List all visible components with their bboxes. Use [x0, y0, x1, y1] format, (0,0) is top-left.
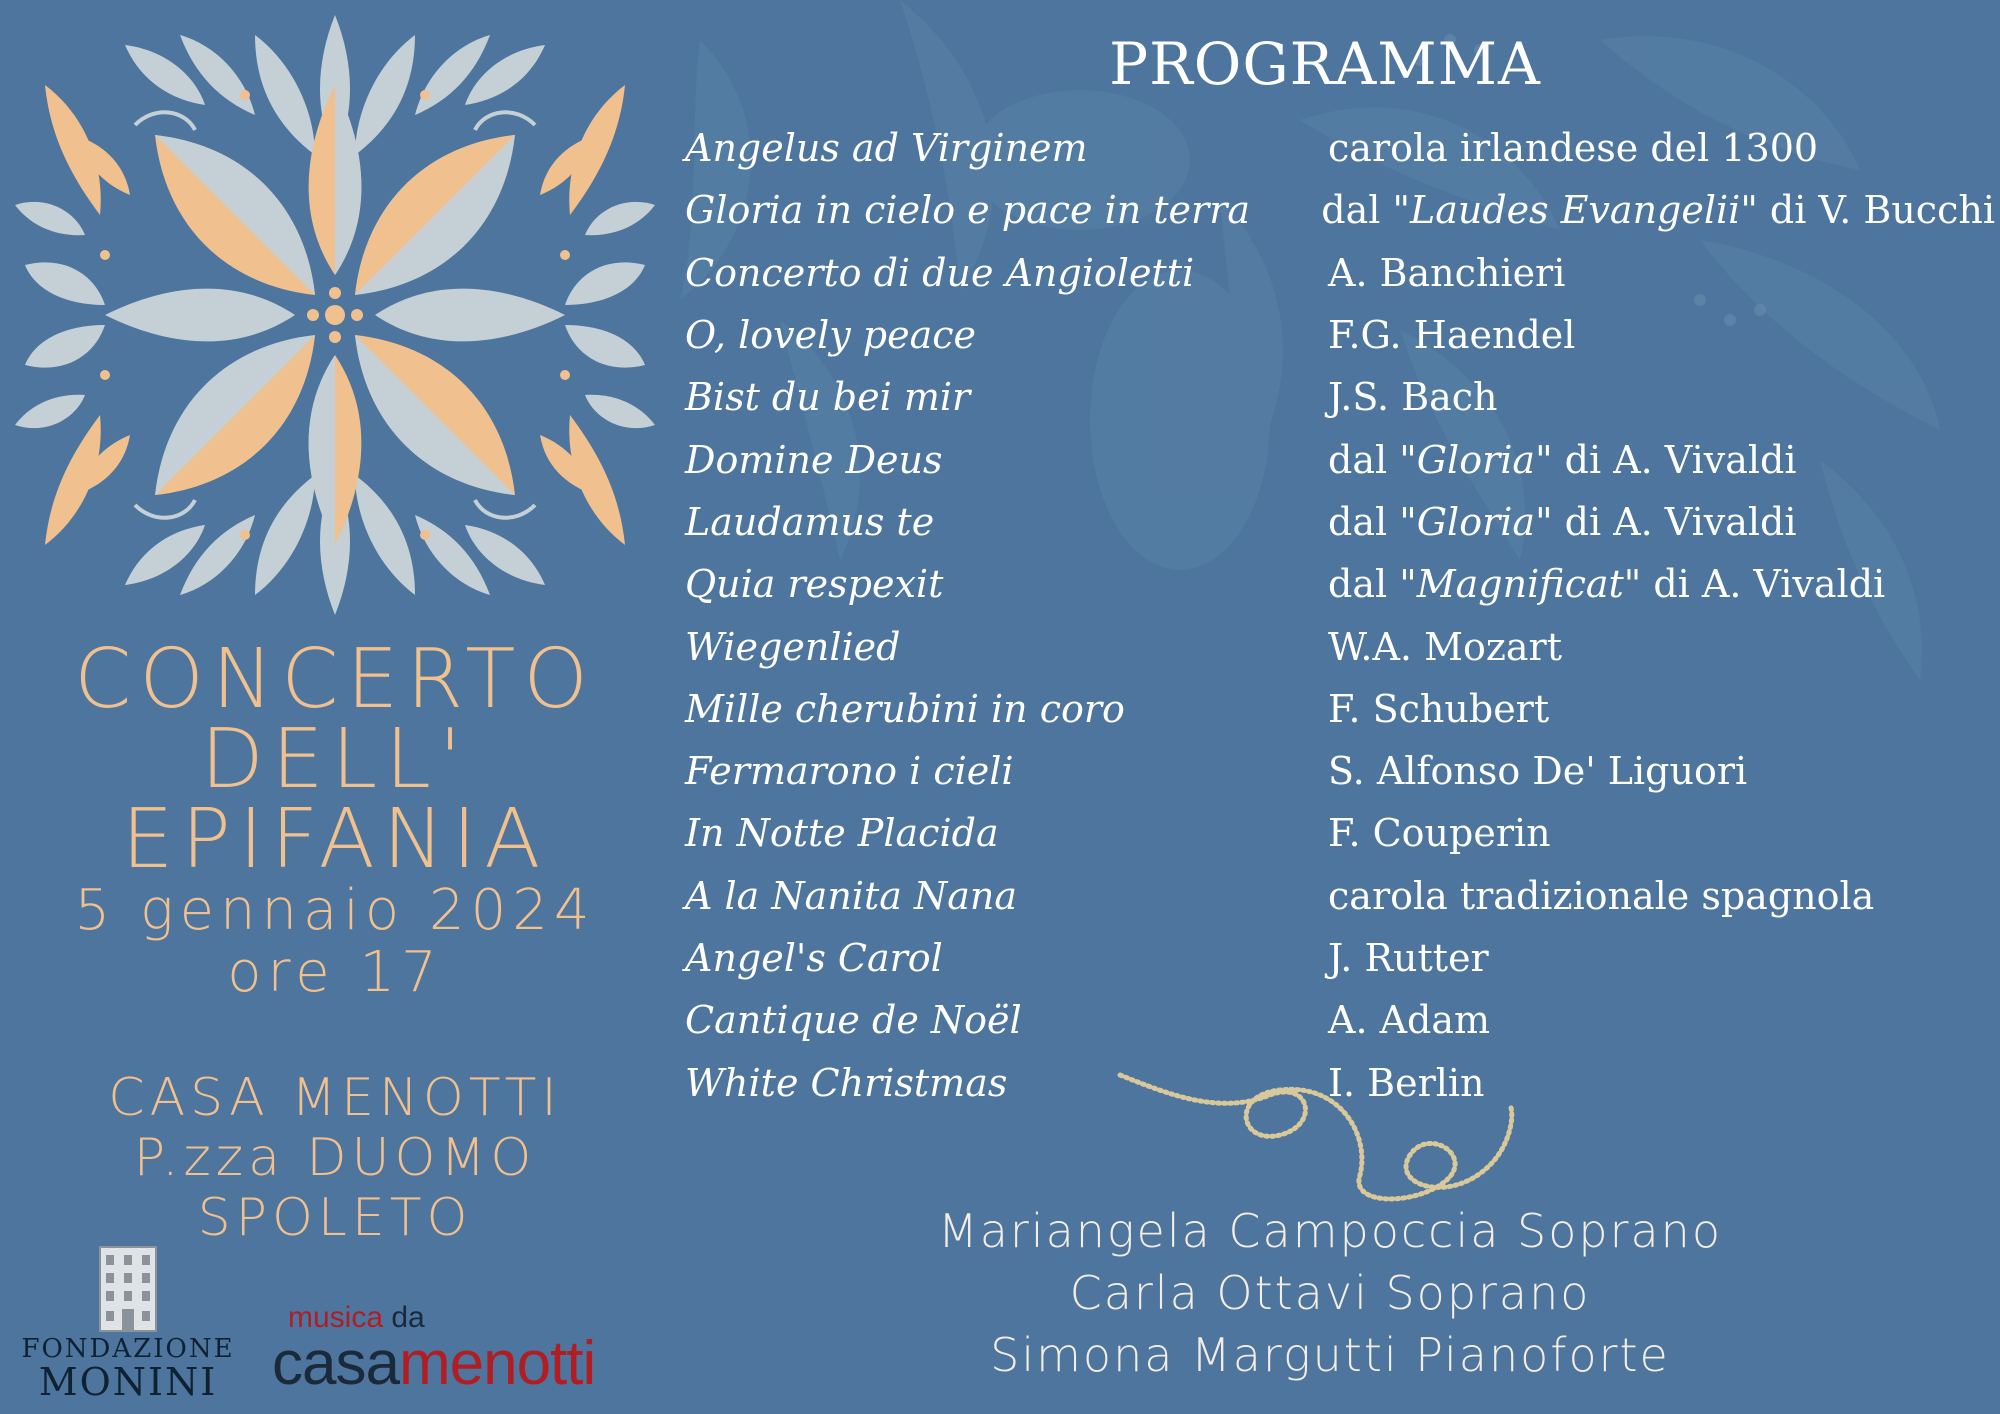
piece-title: Laudamus te [685, 499, 935, 544]
venue-line-2: P.zza DUOMO [133, 1128, 537, 1188]
composer: A. Adam [1328, 998, 1491, 1043]
programma-row [685, 678, 1995, 740]
work-title: Gloria [1416, 499, 1536, 544]
composer: carola irlandese del 1300 [1328, 126, 1819, 171]
piece-title: Quia respexit [685, 562, 944, 607]
fondazione-monini-logo [18, 1245, 238, 1405]
programma-row [685, 865, 1995, 927]
building-icon [98, 1245, 158, 1333]
composer: A. Banchieri [1328, 250, 1566, 295]
programma-row [685, 366, 1995, 428]
work-title: Laudes Evangelii [1409, 188, 1741, 233]
piece-title: White Christmas [685, 1060, 1008, 1105]
programma-row [685, 428, 1995, 490]
performers [870, 1200, 1790, 1386]
composer [1328, 562, 1885, 606]
programma-row [685, 117, 1995, 179]
composer: F. Couperin [1328, 811, 1551, 856]
programma-row [685, 927, 1995, 989]
venue-line-3: SPOLETO [197, 1188, 473, 1248]
logo-word-musica: musica [288, 1301, 384, 1334]
logo-word-casa: casa [272, 1329, 399, 1398]
monini-label: MONINI [38, 1360, 218, 1404]
piece-title: Wiegenlied [685, 624, 901, 669]
event-title [0, 632, 670, 1005]
programma-row [685, 304, 1995, 366]
title-line-2: DELL' [200, 712, 470, 807]
composer-prefix: dal " [1321, 188, 1410, 233]
performer-1: Mariangela Campoccia Soprano [938, 1204, 1722, 1258]
piece-title: Gloria in cielo e pace in terra [685, 188, 1251, 233]
composer: I. Berlin [1328, 1060, 1485, 1105]
piece-title: Concerto di due Angioletti [685, 250, 1195, 295]
fondazione-label: FONDAZIONE [21, 1334, 235, 1364]
performer-2: Carla Ottavi Soprano [1069, 1266, 1591, 1320]
composer: W.A. Mozart [1328, 624, 1562, 669]
programma-row [685, 615, 1995, 677]
composer-suffix: " di A. Vivaldi [1623, 562, 1886, 607]
piece-title: Cantique de Noël [685, 998, 1022, 1043]
floral-ornament [5, 5, 665, 625]
composer: J. Rutter [1328, 936, 1489, 980]
performer-3: Simona Margutti Pianoforte [990, 1328, 1670, 1382]
composer-suffix: " di A. Vivaldi [1535, 437, 1797, 482]
piece-title: Angel's Carol [685, 936, 943, 980]
gold-swirl [1110, 1055, 1530, 1215]
composer-prefix: dal " [1328, 562, 1417, 607]
programma-list [685, 117, 1995, 1114]
programma-row [685, 242, 1995, 304]
piece-title: Fermarono i cieli [685, 749, 1014, 794]
programma-row [685, 802, 1995, 864]
composer: S. Alfonso De' Liguori [1328, 749, 1748, 794]
piece-title: Angelus ad Virginem [685, 126, 1088, 171]
piece-title: In Notte Placida [685, 811, 999, 856]
event-venue [0, 1068, 670, 1248]
composer-prefix: dal " [1328, 437, 1417, 482]
piece-title: Domine Deus [685, 437, 943, 482]
programma-heading: PROGRAMMA [1109, 30, 1541, 98]
title-line-3: EPIFANIA [121, 792, 549, 887]
composer-suffix: " di A. Vivaldi [1535, 499, 1797, 544]
venue-line-1: CASA MENOTTI [108, 1068, 562, 1128]
composer: F.G. Haendel [1328, 313, 1576, 358]
logo-word-menotti: menotti [398, 1329, 596, 1398]
piece-title: A la Nanita Nana [685, 873, 1017, 918]
title-line-1: CONCERTO [74, 632, 596, 727]
piece-title: Mille cherubini in coro [685, 686, 1125, 731]
programma-row [685, 740, 1995, 802]
work-title: Magnificat [1416, 562, 1624, 607]
programma-row [685, 179, 1995, 241]
logo-word-da: da [391, 1301, 425, 1334]
composer [1328, 500, 1796, 544]
musica-da-casa-menotti-logo [272, 1301, 652, 1398]
piece-title: Bist du bei mir [685, 375, 971, 420]
composer-prefix: dal " [1328, 499, 1417, 544]
composer-suffix: " di V. Bucchi [1740, 188, 1995, 233]
event-time: ore 17 [227, 940, 443, 1005]
composer: J.S. Bach [1328, 375, 1498, 420]
piece-title: O, lovely peace [685, 313, 977, 358]
composer: F. Schubert [1328, 686, 1550, 731]
work-title: Gloria [1416, 437, 1536, 482]
composer: carola tradizionale spagnola [1328, 873, 1875, 918]
programma-row [685, 989, 1995, 1051]
composer [1328, 438, 1796, 482]
programma-row [685, 553, 1995, 615]
event-date: 5 gennaio 2024 [74, 878, 596, 943]
composer [1321, 188, 1995, 232]
programma-row [685, 491, 1995, 553]
